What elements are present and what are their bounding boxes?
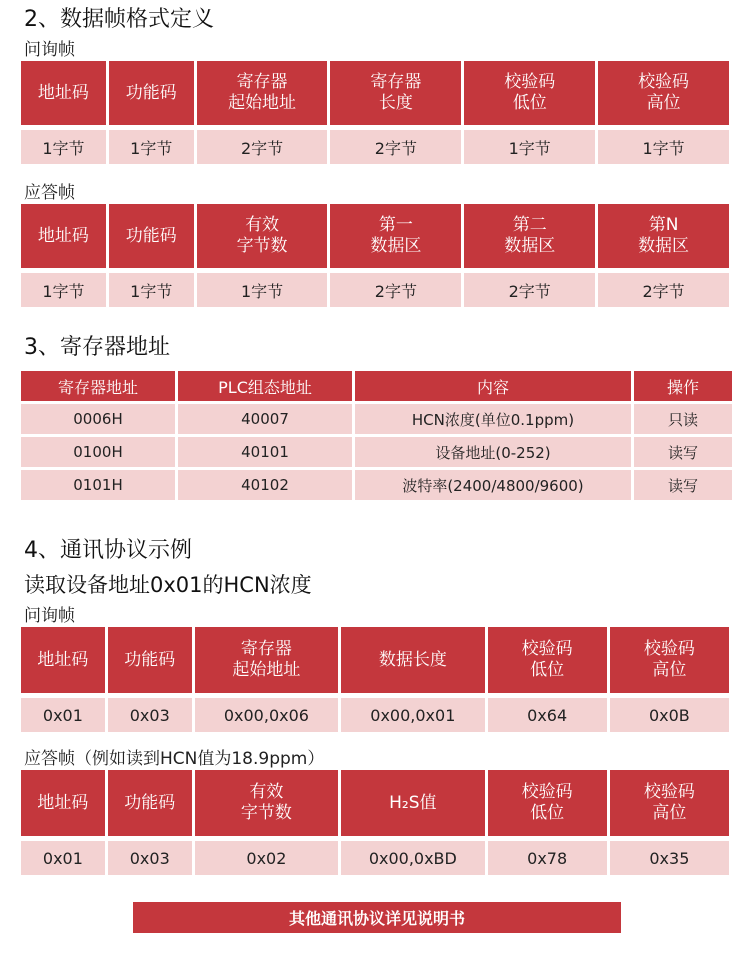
header-cell: 校验码 高位 xyxy=(610,770,729,836)
table-cell: 读写 xyxy=(634,470,732,500)
header-cell: 有效 字节数 xyxy=(195,770,338,836)
header-cell: 数据长度 xyxy=(341,627,484,693)
table-row xyxy=(21,404,732,434)
table-row xyxy=(21,130,729,164)
example-query-label: 问询帧 xyxy=(24,606,75,626)
table-cell: 0006H xyxy=(21,404,175,434)
table-cell: 0x00,0x06 xyxy=(195,698,338,732)
table-header-row xyxy=(21,61,729,125)
table-cell: 2字节 xyxy=(464,273,595,307)
header-cell: 寄存器 起始地址 xyxy=(197,61,328,125)
table-cell: 0x03 xyxy=(108,698,192,732)
header-cell: 校验码 高位 xyxy=(598,61,729,125)
response-frame-table xyxy=(18,204,732,307)
table-cell: 0x78 xyxy=(488,841,607,875)
response-frame-label: 应答帧 xyxy=(24,183,75,203)
table-cell: 1字节 xyxy=(464,130,595,164)
table-cell: 40007 xyxy=(178,404,352,434)
table-cell: 设备地址(0-252) xyxy=(355,437,631,467)
header-cell: 校验码 低位 xyxy=(488,770,607,836)
query-frame-table xyxy=(18,61,732,164)
header-cell: 有效 字节数 xyxy=(197,204,328,268)
table-row xyxy=(21,470,732,500)
header-cell: 校验码 低位 xyxy=(488,627,607,693)
table-header-row xyxy=(21,204,729,268)
header-cell: 地址码 xyxy=(21,61,106,125)
table-header-row xyxy=(21,627,729,693)
table-cell: 1字节 xyxy=(21,273,106,307)
header-cell: 寄存器 起始地址 xyxy=(195,627,338,693)
table-cell: 0x64 xyxy=(488,698,607,732)
header-cell: 寄存器 长度 xyxy=(330,61,461,125)
table-cell: 0x01 xyxy=(21,841,105,875)
header-cell: 功能码 xyxy=(109,204,194,268)
table-row xyxy=(21,841,729,875)
register-table xyxy=(18,368,735,503)
table-cell: 0x35 xyxy=(610,841,729,875)
header-cell: 内容 xyxy=(355,371,631,401)
table-header-row xyxy=(21,770,729,836)
header-cell: 功能码 xyxy=(108,627,192,693)
section-title-registers: 3、寄存器地址 xyxy=(24,335,170,360)
table-cell: 40102 xyxy=(178,470,352,500)
table-cell: 1字节 xyxy=(109,273,194,307)
table-cell: 1字节 xyxy=(109,130,194,164)
example-response-table xyxy=(18,770,732,875)
header-cell: 第N 数据区 xyxy=(598,204,729,268)
table-row xyxy=(21,273,729,307)
table-header-row xyxy=(21,371,732,401)
header-cell: 地址码 xyxy=(21,770,105,836)
example-response-label: 应答帧（例如读到HCN值为18.9ppm） xyxy=(24,749,325,769)
table-cell: 0x02 xyxy=(195,841,338,875)
header-cell: 功能码 xyxy=(109,61,194,125)
table-cell: 0x03 xyxy=(108,841,192,875)
header-cell: 校验码 高位 xyxy=(610,627,729,693)
section-title-frame-format: 2、数据帧格式定义 xyxy=(24,7,214,32)
table-row xyxy=(21,698,729,732)
header-cell: H₂S值 xyxy=(341,770,484,836)
table-cell: 40101 xyxy=(178,437,352,467)
table-cell: 2字节 xyxy=(197,130,328,164)
table-cell: 0x00,0x01 xyxy=(341,698,484,732)
section-title-example: 4、通讯协议示例 xyxy=(24,538,192,563)
header-cell: 地址码 xyxy=(21,627,105,693)
table-cell: 1字节 xyxy=(21,130,106,164)
table-cell: 2字节 xyxy=(330,130,461,164)
header-cell: 第二 数据区 xyxy=(464,204,595,268)
example-subtitle: 读取设备地址0x01的HCN浓度 xyxy=(24,573,312,597)
header-cell: 功能码 xyxy=(108,770,192,836)
table-cell: 0x00,0xBD xyxy=(341,841,484,875)
table-cell: 只读 xyxy=(634,404,732,434)
table-cell: 0x0B xyxy=(610,698,729,732)
example-query-table xyxy=(18,627,732,732)
query-frame-label: 问询帧 xyxy=(24,40,75,60)
header-cell: 地址码 xyxy=(21,204,106,268)
manual-reference-banner: 其他通讯协议详见说明书 xyxy=(133,902,621,933)
header-cell: 操作 xyxy=(634,371,732,401)
header-cell: 寄存器地址 xyxy=(21,371,175,401)
table-cell: 0100H xyxy=(21,437,175,467)
table-cell: 1字节 xyxy=(197,273,328,307)
table-cell: 2字节 xyxy=(598,273,729,307)
header-cell: 第一 数据区 xyxy=(330,204,461,268)
table-cell: 0101H xyxy=(21,470,175,500)
table-row xyxy=(21,437,732,467)
table-cell: 2字节 xyxy=(330,273,461,307)
header-cell: 校验码 低位 xyxy=(464,61,595,125)
table-cell: 0x01 xyxy=(21,698,105,732)
table-cell: 读写 xyxy=(634,437,732,467)
header-cell: PLC组态地址 xyxy=(178,371,352,401)
table-cell: HCN浓度(单位0.1ppm) xyxy=(355,404,631,434)
table-cell: 波特率(2400/4800/9600) xyxy=(355,470,631,500)
table-cell: 1字节 xyxy=(598,130,729,164)
